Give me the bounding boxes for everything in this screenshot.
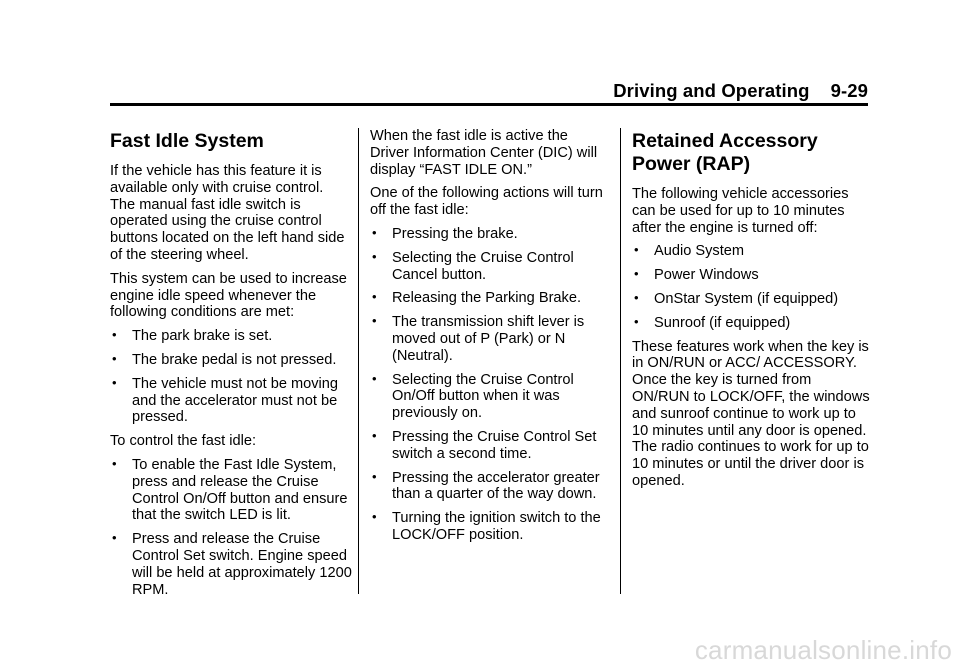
column-rap [632, 128, 870, 497]
bullet-icon: • [372, 509, 377, 525]
bullet-icon: • [634, 266, 639, 282]
list-item-text: The park brake is set. [132, 328, 273, 345]
paragraph-rap-intro: The following vehicle accessories can be used for up to 10 minutes after the engine is turned off: [632, 186, 849, 236]
header-rule [110, 103, 868, 106]
column-divider [620, 128, 621, 594]
paragraph-conditions-intro: This system can be used to increase engine idle speed whenever the following conditions are met: [110, 270, 347, 321]
bullet-icon: • [372, 427, 377, 443]
list-item [110, 376, 352, 426]
control-steps-list [110, 457, 352, 598]
list-item-text: Selecting the Cruise Control On/Off button when it was previously on. [392, 371, 574, 422]
paragraph-active: When the fast idle is active the Driver Information Center (DIC) will display “FAST IDLE ON.” [370, 128, 598, 178]
watermark-text: carmanualsonline.info [694, 635, 952, 665]
bullet-icon: • [112, 455, 117, 471]
bullet-icon: • [372, 289, 377, 305]
bullet-icon: • [372, 370, 377, 386]
list-item [110, 352, 352, 369]
bullet-icon: • [372, 468, 377, 484]
list-item [110, 531, 352, 598]
bullet-icon: • [634, 289, 639, 305]
bullet-icon: • [112, 327, 117, 343]
list-item [370, 372, 610, 422]
off-actions-list [370, 226, 610, 544]
list-item [370, 226, 610, 243]
section-title-fast-idle: Fast Idle System [110, 130, 264, 152]
column-fast-idle-continued [370, 128, 610, 551]
column-fast-idle [110, 128, 352, 605]
section-title-rap: Retained Accessory Power (RAP) [632, 130, 818, 175]
paragraph-control-intro: To control the fast idle: [110, 433, 257, 450]
list-item [110, 328, 352, 345]
list-item-text: Pressing the brake. [392, 225, 518, 242]
column-divider [358, 128, 359, 594]
list-item [632, 315, 870, 332]
list-item [632, 267, 870, 284]
list-item-text: Press and release the Cruise Control Set switch. Engine speed will be held at approximately 1200 RPM. [132, 531, 352, 598]
bullet-icon: • [634, 313, 639, 329]
list-item [370, 290, 610, 307]
conditions-list [110, 328, 352, 426]
list-item [370, 470, 610, 504]
bullet-icon: • [112, 350, 117, 366]
list-item-text: Sunroof (if equipped) [654, 314, 791, 331]
list-item [370, 250, 610, 284]
list-item-text: To enable the Fast Idle System, press and release the Cruise Control On/Off button and ensure that the switch LED is lit. [132, 456, 348, 524]
paragraph-rap-details: These features work when the key is in ON/RUN or ACC/ ACCESSORY. Once the key is turned from ON/RUN to LOCK/OFF, the windows and sunroof continue to work up to 10 minutes until any door is opened. The radio continues to work for up to 10 minutes or until the driver door is opened. [632, 338, 870, 489]
paragraph-intro: If the vehicle has this feature it is available only with cruise control. The manual fast idle switch is operated using the cruise control buttons located on the left hand side of the steering wheel. [110, 163, 345, 263]
bullet-icon: • [112, 530, 117, 546]
page-header [110, 78, 868, 106]
header-page-number: 9-29 [830, 80, 868, 101]
list-item-text: Audio System [654, 243, 745, 260]
header-text [613, 80, 868, 102]
list-item-text: Turning the ignition switch to the LOCK/OFF position. [392, 510, 601, 543]
list-item-text: Power Windows [654, 267, 759, 284]
list-item-text: Releasing the Parking Brake. [392, 290, 582, 307]
paragraph-off-intro: One of the following actions will turn off the fast idle: [370, 185, 603, 219]
list-item [632, 291, 870, 308]
bullet-icon: • [634, 242, 639, 258]
list-item-text: The brake pedal is not pressed. [132, 351, 337, 368]
list-item-text: Selecting the Cruise Control Cancel button. [392, 249, 574, 283]
header-section: Driving and Operating [613, 80, 810, 101]
list-item-text: Pressing the accelerator greater than a quarter of the way down. [392, 469, 600, 503]
bullet-icon: • [372, 224, 377, 240]
bullet-icon: • [112, 374, 117, 390]
accessories-list [632, 243, 870, 331]
list-item-text: The vehicle must not be moving and the accelerator must not be pressed. [132, 375, 339, 426]
list-item [110, 457, 352, 524]
list-item-text: The transmission shift lever is moved out of P (Park) or N (Neutral). [392, 314, 585, 364]
bullet-icon: • [372, 248, 377, 264]
list-item [370, 429, 610, 463]
bullet-icon: • [372, 313, 377, 329]
list-item [370, 314, 610, 364]
list-item-text: Pressing the Cruise Control Set switch a second time. [392, 428, 597, 462]
list-item [370, 510, 610, 544]
list-item [632, 243, 870, 260]
list-item-text: OnStar System (if equipped) [654, 290, 839, 307]
